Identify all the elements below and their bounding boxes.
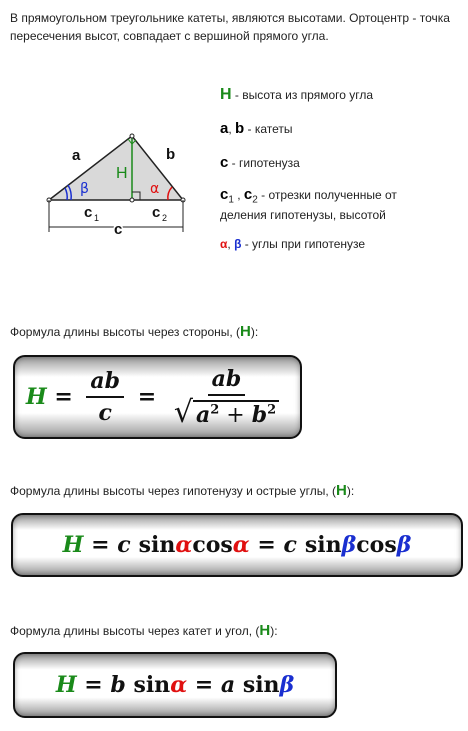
label-alpha: α	[150, 181, 160, 197]
legend-row-c12: $c_1$ , $c_2$ - отрезки полученные от	[220, 186, 397, 206]
label-c2-sub: 2	[162, 213, 168, 223]
label-c1-sub: 1	[94, 213, 100, 223]
label-c: c	[114, 221, 123, 238]
intro-text: В прямоугольном треугольнике катеты, являются высотами. Ортоцентр - точка пересечения высот, совпадает с вершиной прямого угла.	[10, 11, 450, 43]
label-c1: c	[84, 204, 93, 221]
formula-1-caption: Формула длины высоты через стороны, (H):	[10, 323, 259, 340]
fraction-ab-over-c: $\frac{ab}{c}$	[86, 368, 124, 426]
right-triangle-diagram	[40, 128, 200, 240]
legend-row-ab: a, b - катеты	[220, 120, 293, 137]
sqrt-symbol: √ $a^2 + b^2$	[174, 398, 279, 428]
legend-row-c12-cont: деления гипотенузы, высотой	[220, 208, 386, 222]
legend-row-c: c - гипотенуза	[220, 154, 300, 171]
legend-row-angles: α, β - углы при гипотенузе	[220, 237, 366, 251]
formula-2-box: H = c sin α cos α = c sin β cos β	[11, 513, 463, 577]
label-c2: c	[152, 204, 161, 221]
legend-row-H: H - высота из прямого угла	[220, 86, 374, 103]
label-a: a	[72, 147, 81, 164]
formula-1-box: H = $\frac{ab}{c}$ = ab √ $a^2 + b^2$	[13, 355, 302, 439]
foot-point	[130, 198, 134, 202]
formula-3-caption: Формула длины высоты через катет и угол, (H):	[10, 622, 278, 639]
formula-3-box: H = b sin α = a sin β	[13, 652, 337, 718]
vertex-top	[130, 134, 134, 138]
fraction-ab-over-sqrt: ab √ $a^2 + b^2$	[170, 366, 283, 428]
formula-2-caption: Формула длины высоты через гипотенузу и острые углы, (H):	[10, 482, 355, 499]
label-beta: β	[80, 181, 89, 197]
label-b: b	[166, 146, 176, 163]
label-H: H	[116, 165, 128, 182]
